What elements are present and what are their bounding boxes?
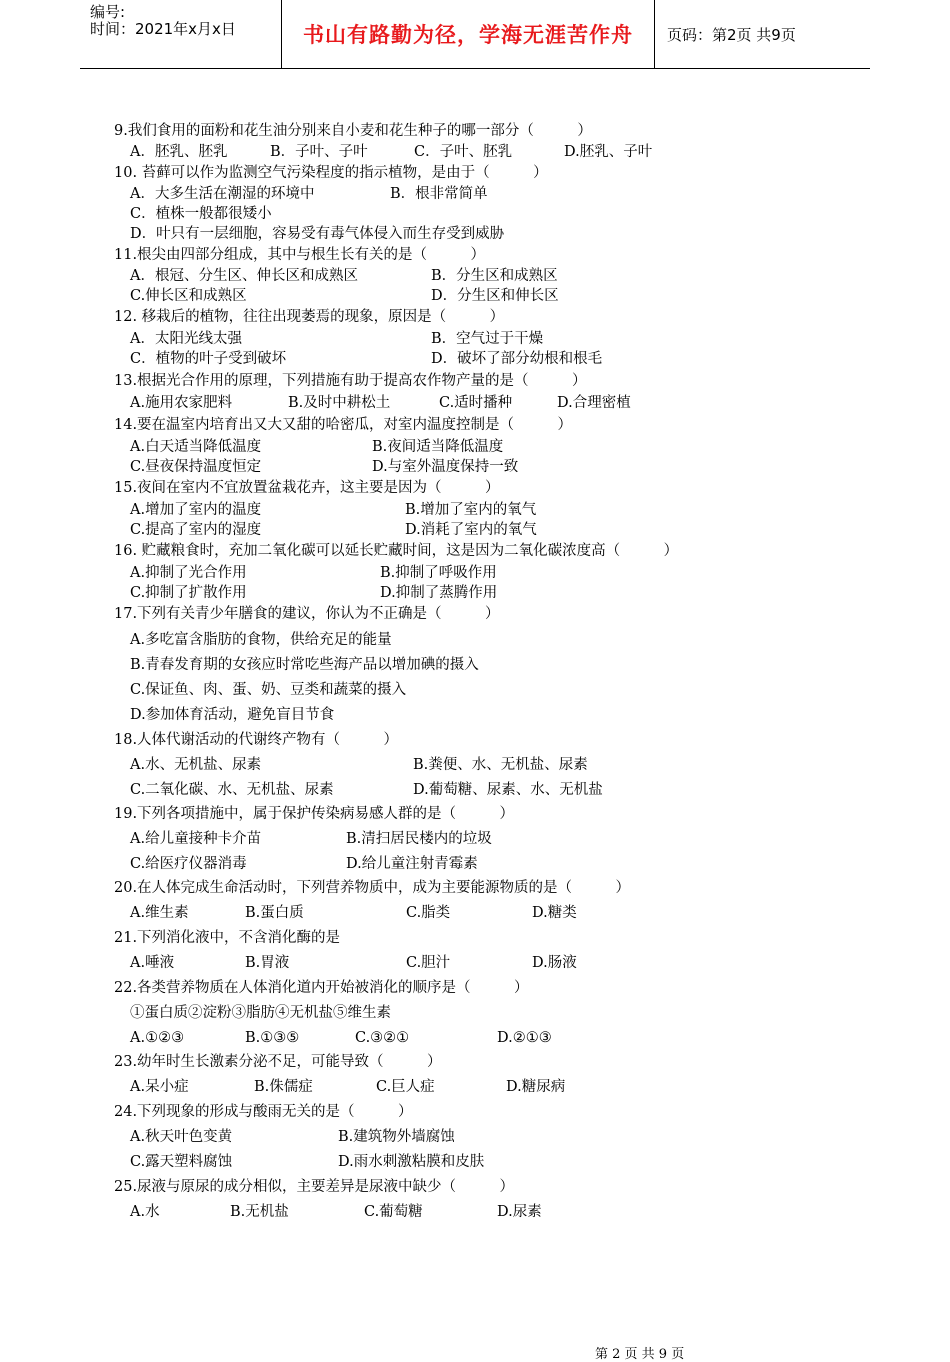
option-q21-r0-c0: A.唾液 [130, 955, 175, 971]
option-q12-r0-c1: B．空气过于干燥 [431, 331, 544, 347]
option-q18-r0-c1: B.粪便、水、无机盐、尿素 [413, 757, 588, 773]
option-q15-r0-c0: A.增加了室内的温度 [130, 502, 262, 518]
option-q13-r0-c2: C.适时播种 [439, 395, 513, 411]
option-q23-r0-c1: B.侏儒症 [254, 1079, 313, 1095]
option-q19-r0-c0: A.给儿童接种卡介苗 [130, 831, 262, 847]
question-stem-q25: 25.尿液与原尿的成分相似，主要差异是尿液中缺少（ ） [114, 1179, 515, 1195]
option-q19-r1-c1: D.给儿童注射青霉素 [346, 856, 478, 872]
option-q24-r1-c1: D.雨水刺激粘膜和皮肤 [338, 1154, 485, 1170]
option-q21-r0-c2: C.胆汁 [406, 955, 451, 971]
option-q11-r0-c1: B．分生区和成熟区 [431, 268, 558, 284]
option-q19-r1-c0: C.给医疗仪器消毒 [130, 856, 247, 872]
option-q9-r0-c2: C．子叶、胚乳 [414, 144, 513, 160]
option-q25-r0-c2: C.葡萄糖 [364, 1204, 423, 1220]
option-q18-r1-c0: C.二氧化碳、水、无机盐、尿素 [130, 782, 334, 798]
option-q18-r1-c1: D.葡萄糖、尿素、水、无机盐 [413, 782, 603, 798]
option-q17-r0-c0: A.多吃富含脂肪的食物，供给充足的能量 [130, 632, 392, 648]
option-q24-r1-c0: C.露天塑料腐蚀 [130, 1154, 233, 1170]
option-q12-r1-c1: D．破坏了部分幼根和根毛 [431, 351, 603, 367]
option-q17-r3-c0: D.参加体育活动，避免盲目节食 [130, 707, 335, 723]
option-q15-r0-c1: B.增加了室内的氧气 [405, 502, 537, 518]
option-q17-r1-c0: B.青春发育期的女孩应时常吃些海产品以增加碘的摄入 [130, 657, 479, 673]
option-q12-r0-c0: A．太阳光线太强 [130, 331, 242, 347]
option-q10-r1-c0: C．植株一般都很矮小 [130, 206, 272, 222]
page-info-text: 页码：第2页 共9页 [667, 25, 796, 44]
option-q13-r0-c1: B.及时中耕松土 [288, 395, 391, 411]
question-stem-q16: 16. 贮藏粮食时，充加二氧化碳可以延长贮藏时间，这是因为二氧化碳浓度高（ ） [114, 543, 679, 559]
option-q16-r1-c0: C.抑制了扩散作用 [130, 585, 247, 601]
page-header [80, 0, 870, 69]
option-q20-r0-c1: B.蛋白质 [245, 905, 304, 921]
number-label: 编号: [90, 3, 126, 21]
option-q23-r0-c0: A.呆小症 [130, 1079, 189, 1095]
option-q22-r1-c0: A.①②③ [130, 1030, 185, 1046]
header-motto-cell [282, 0, 655, 68]
option-q22-r1-c3: D.②①③ [497, 1030, 552, 1046]
option-q25-r0-c0: A.水 [130, 1204, 160, 1220]
option-q20-r0-c3: D.糖类 [532, 905, 577, 921]
option-q14-r1-c1: D.与室外温度保持一致 [372, 459, 519, 475]
question-stem-q23: 23.幼年时生长激素分泌不足，可能导致（ ） [114, 1054, 442, 1070]
option-q9-r0-c3: D.胚乳、子叶 [564, 144, 653, 160]
question-stem-q19: 19.下列各项措施中，属于保护传染病易感人群的是（ ） [114, 806, 515, 822]
option-q15-r1-c0: C.提高了室内的湿度 [130, 522, 262, 538]
question-stem-q17: 17.下列有关青少年膳食的建议，你认为不正确是（ ） [114, 606, 500, 622]
question-stem-q14: 14.要在温室内培育出又大又甜的哈密瓜，对室内温度控制是（ ） [114, 417, 573, 433]
option-q14-r1-c0: C.昼夜保持温度恒定 [130, 459, 262, 475]
option-q24-r0-c1: B.建筑物外墙腐蚀 [338, 1129, 455, 1145]
question-stem-q15: 15.夜间在室内不宜放置盆栽花卉，这主要是因为（ ） [114, 480, 500, 496]
option-q20-r0-c0: A.维生素 [130, 905, 189, 921]
option-q14-r0-c1: B.夜间适当降低温度 [372, 439, 504, 455]
option-q10-r0-c0: A．大多生活在潮湿的环境中 [130, 186, 315, 202]
option-q11-r0-c0: A．根冠、分生区、伸长区和成熟区 [130, 268, 358, 284]
option-q9-r0-c0: A．胚乳、胚乳 [130, 144, 228, 160]
header-page-info [655, 0, 870, 68]
option-q24-r0-c0: A.秋天叶色变黄 [130, 1129, 233, 1145]
question-stem-q9: 9.我们食用的面粉和花生油分别来自小麦和花生种子的哪一部分（ ） [114, 123, 592, 139]
option-q10-r2-c0: D．叶只有一层细胞，容易受有毒气体侵入而生存受到威胁 [130, 226, 505, 242]
option-q17-r2-c0: C.保证鱼、肉、蛋、奶、豆类和蔬菜的摄入 [130, 682, 407, 698]
option-q20-r0-c2: C.脂类 [406, 905, 451, 921]
option-q10-r0-c1: B．根非常简单 [390, 186, 488, 202]
question-stem-q10: 10. 苔藓可以作为监测空气污染程度的指示植物，是由于（ ） [114, 165, 548, 181]
option-q11-r1-c0: C.伸长区和成熟区 [130, 288, 247, 304]
option-q16-r1-c1: D.抑制了蒸腾作用 [380, 585, 498, 601]
question-stem-q11: 11.根尖由四部分组成，其中与根生长有关的是（ ） [114, 247, 486, 263]
option-q25-r0-c3: D.尿素 [497, 1204, 542, 1220]
question-stem-q12: 12. 移栽后的植物，往往出现萎焉的现象，原因是（ ） [114, 309, 505, 325]
option-q9-r0-c1: B．子叶、子叶 [270, 144, 368, 160]
question-stem-q21: 21.下列消化液中，不含消化酶的是 [114, 930, 341, 946]
option-q16-r0-c1: B.抑制了呼吸作用 [380, 565, 497, 581]
option-q22-r0-c0: ①蛋白质②淀粉③脂肪④无机盐⑤维生素 [130, 1005, 391, 1021]
question-stem-q18: 18.人体代谢活动的代谢终产物有（ ） [114, 732, 399, 748]
option-q12-r1-c0: C．植物的叶子受到破坏 [130, 351, 287, 367]
option-q23-r0-c3: D.糖尿病 [506, 1079, 566, 1095]
option-q23-r0-c2: C.巨人症 [376, 1079, 435, 1095]
header-meta [80, 0, 282, 68]
option-q16-r0-c0: A.抑制了光合作用 [130, 565, 247, 581]
option-q11-r1-c1: D．分生区和伸长区 [431, 288, 559, 304]
option-q13-r0-c3: D.合理密植 [557, 395, 631, 411]
option-q22-r1-c1: B.①③⑤ [245, 1030, 300, 1046]
question-stem-q20: 20.在人体完成生命活动时，下列营养物质中，成为主要能源物质的是（ ） [114, 880, 631, 896]
page-footer: 第 2 页 共 9 页 [595, 1347, 685, 1362]
option-q22-r1-c2: C.③②① [355, 1030, 410, 1046]
question-stem-q24: 24.下列现象的形成与酸雨无关的是（ ） [114, 1104, 413, 1120]
header-motto: 书山有路勤为径，学海无涯苦作舟 [303, 23, 633, 47]
option-q13-r0-c0: A.施用农家肥料 [130, 395, 233, 411]
option-q21-r0-c1: B.胃液 [245, 955, 290, 971]
question-stem-q13: 13.根据光合作用的原理，下列措施有助于提高农作物产量的是（ ） [114, 373, 587, 389]
time-label: 时间：2021年x月x日 [90, 20, 236, 38]
option-q15-r1-c1: D.消耗了室内的氧气 [405, 522, 537, 538]
question-stem-q22: 22.各类营养物质在人体消化道内开始被消化的顺序是（ ） [114, 980, 529, 996]
option-q25-r0-c1: B.无机盐 [230, 1204, 289, 1220]
option-q21-r0-c3: D.肠液 [532, 955, 577, 971]
option-q14-r0-c0: A.白天适当降低温度 [130, 439, 262, 455]
option-q19-r0-c1: B.清扫居民楼内的垃圾 [346, 831, 492, 847]
option-q18-r0-c0: A.水、无机盐、尿素 [130, 757, 262, 773]
